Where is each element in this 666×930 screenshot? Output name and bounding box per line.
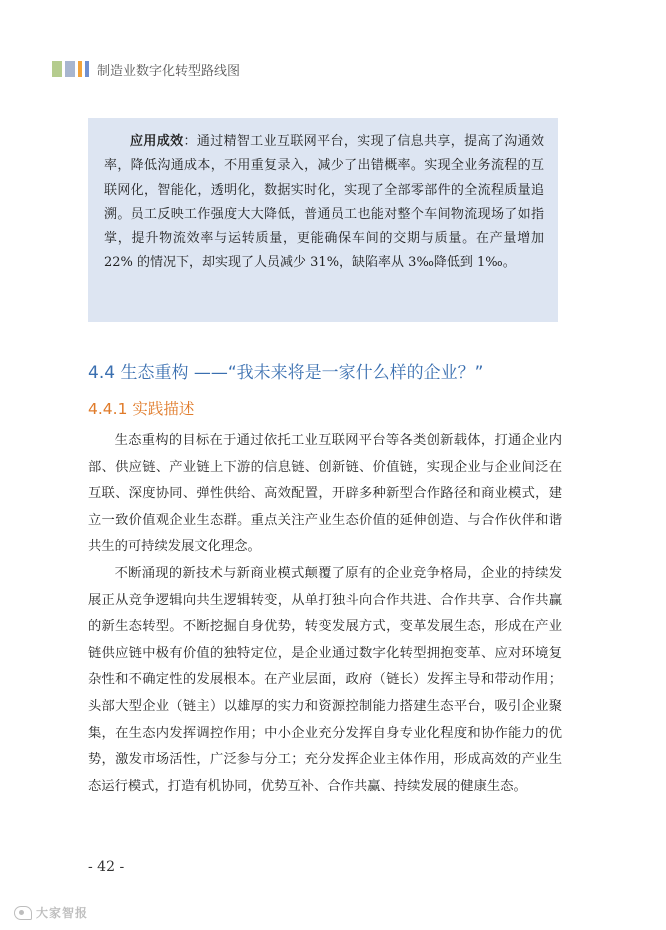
body-paragraph: 生态重构的目标在于通过依托工业互联网平台等各类创新载体，打通企业内部、供应链、产业链上下游的信息链、创新链、价值链，实现企业与企业间泛在互联、深度协同、弹性供给、高效配置，开辟多种新型合作路径和商业模式，建立一致价值观企业生态群。重点关注产业生态价值的延伸创造、与合作伙伴和谐共生的可持续发展文化理念。 [88, 433, 562, 555]
running-header [52, 59, 240, 79]
header-color-block [85, 61, 89, 77]
callout-label: 应用成效 [130, 134, 184, 149]
header-color-block [78, 61, 82, 77]
section-heading: 4.4 生态重构 ——“我未来将是一家什么样的企业？” [88, 363, 484, 383]
callout-paragraph [104, 130, 544, 276]
body-paragraph: 不断涌现的新技术与新商业模式颠覆了原有的企业竞争格局，企业的持续发展正从竞争逻辑向共生逻辑转变，从单打独斗向合作共进、合作共享、合作共赢的新生态转型。不断挖掘自身优势，转变发展方式，变革发展生态，形成在产业链供应链中极有价值的独特定位，是企业通过数字化转型拥抱变革、应对环境复杂性和不确定性的发展根本。在产业层面，政府（链长）发挥主导和带动作用；头部大型企业（链主）以雄厚的实力和资源控制能力搭建生态平台，吸引企业聚集，在生态内发挥调控作用；中小企业充分发挥自身专业化程度和协作能力的优势，激发市场活性，广泛参与分工；充分发挥企业主体作用，形成高效的产业生态运行模式，打造有机协同，优势互补、合作共赢、持续发展的健康生态。 [88, 565, 562, 794]
watermark-text: 大家智报 [36, 906, 89, 920]
header-color-block [52, 61, 62, 77]
watermark-logo-icon [14, 906, 32, 920]
callout-box [88, 118, 558, 322]
header-title: 制造业数字化转型路线图 [97, 63, 241, 79]
watermark [14, 904, 88, 921]
body-text [88, 428, 562, 800]
page-number: - 42 - [88, 859, 125, 875]
header-color-block [65, 61, 75, 77]
callout-text: ：通过精智工业互联网平台，实现了信息共享，提高了沟通效率，降低沟通成本，不用重复录入，减少了出错概率。实现全业务流程的互联网化，智能化，透明化，数据实时化，实现了全部零部件的全流程质量追溯。员工反映工作强度大大降低，普通员工也能对整个车间物流现场了如指掌，提升物流效率与运转质量，更能确保车间的交期与质量。在产量增加 22% 的情况下，却实现了人员减少 31%，缺陷率从 3‰降低到 1‰。 [104, 134, 544, 271]
subsection-heading: 4.4.1 实践描述 [88, 400, 195, 418]
